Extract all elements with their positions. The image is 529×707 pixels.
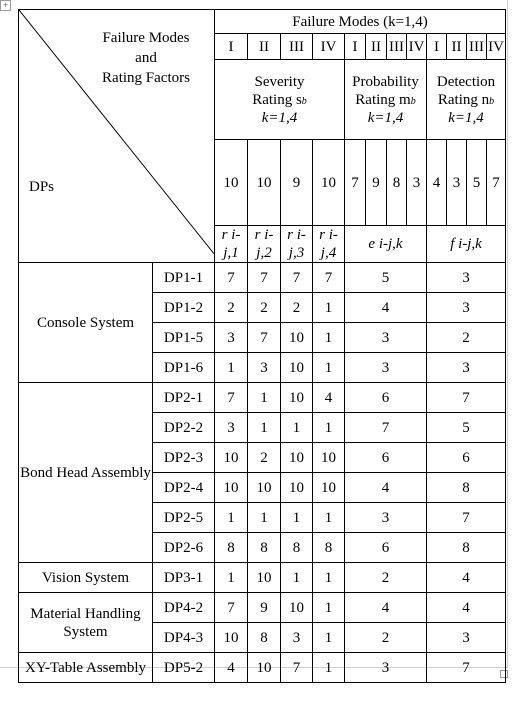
severity-mode-1-header: I (215, 34, 248, 60)
severity-value-2: 3 (248, 353, 281, 383)
severity-weight-4: 10 (313, 140, 345, 226)
probability-symbol: e i-j,k (345, 226, 427, 263)
severity-value-2: 1 (248, 383, 281, 413)
probability-mode-1-header: I (345, 34, 366, 60)
severity-value-3: 1 (281, 563, 313, 593)
severity-value-4: 8 (313, 533, 345, 563)
severity-weight-2: 10 (248, 140, 281, 226)
severity-value-2: 9 (248, 593, 281, 623)
severity-value-2: 1 (248, 503, 281, 533)
table-row (19, 563, 506, 593)
dp-id: DP2-4 (153, 473, 215, 503)
severity-value-1: 7 (215, 593, 248, 623)
detection-value: 6 (427, 443, 506, 473)
fmea-table (18, 9, 506, 683)
probability-value: 6 (345, 533, 427, 563)
severity-value-3: 10 (281, 323, 313, 353)
severity-value-4: 1 (313, 623, 345, 653)
severity-value-2: 10 (248, 653, 281, 683)
detection-value: 4 (427, 593, 506, 623)
probability-value: 2 (345, 623, 427, 653)
detection-symbol: f i-j,k (427, 226, 506, 263)
subsystem-group-name: Console System (19, 263, 153, 383)
probability-mode-3-header: III (387, 34, 407, 60)
severity-value-3: 10 (281, 443, 313, 473)
dp-id: DP1-5 (153, 323, 215, 353)
severity-value-2: 10 (248, 563, 281, 593)
probability-value: 2 (345, 563, 427, 593)
severity-value-2: 2 (248, 293, 281, 323)
dp-id: DP1-1 (153, 263, 215, 293)
severity-weight-3: 9 (281, 140, 313, 226)
severity-value-4: 1 (313, 293, 345, 323)
detection-weight-3: 5 (467, 140, 487, 226)
table-move-handle-icon[interactable]: + (0, 0, 11, 11)
corner-diagonal-header (19, 10, 215, 263)
severity-value-1: 1 (215, 353, 248, 383)
failure-modes-rating-factors-label: Failure Modes and Rating Factors (102, 30, 190, 86)
table-row (19, 593, 506, 623)
severity-value-3: 10 (281, 593, 313, 623)
probability-weight-3: 8 (387, 140, 407, 226)
dp-id: DP4-3 (153, 623, 215, 653)
detection-weight-4: 7 (487, 140, 506, 226)
detection-value: 8 (427, 533, 506, 563)
severity-mode-2-header: II (248, 34, 281, 60)
probability-value: 3 (345, 353, 427, 383)
severity-value-1: 7 (215, 263, 248, 293)
severity-value-1: 10 (215, 473, 248, 503)
severity-value-3: 10 (281, 383, 313, 413)
severity-value-4: 7 (313, 263, 345, 293)
detection-value: 7 (427, 653, 506, 683)
subsystem-group-name: Material Handling System (19, 593, 153, 653)
severity-value-4: 1 (313, 413, 345, 443)
severity-value-1: 7 (215, 383, 248, 413)
severity-value-2: 7 (248, 323, 281, 353)
failure-modes-title: Failure Modes (k=1,4) (215, 10, 506, 34)
dp-id: DP2-6 (153, 533, 215, 563)
probability-value: 3 (345, 323, 427, 353)
detection-mode-2-header: II (447, 34, 467, 60)
severity-value-1: 1 (215, 563, 248, 593)
detection-value: 8 (427, 473, 506, 503)
severity-value-1: 10 (215, 443, 248, 473)
detection-value: 2 (427, 323, 506, 353)
severity-symbol-3: r i-j,3 (281, 226, 313, 263)
detection-value: 3 (427, 263, 506, 293)
probability-value: 6 (345, 383, 427, 413)
severity-value-3: 8 (281, 533, 313, 563)
probability-weight-4: 3 (407, 140, 427, 226)
dp-id: DP4-2 (153, 593, 215, 623)
probability-value: 5 (345, 263, 427, 293)
severity-rating-header: Severity Rating sb k=1,4 (215, 60, 345, 140)
detection-value: 5 (427, 413, 506, 443)
severity-value-3: 10 (281, 473, 313, 503)
severity-value-3: 2 (281, 293, 313, 323)
severity-value-4: 4 (313, 383, 345, 413)
dp-id: DP5-2 (153, 653, 215, 683)
severity-value-4: 1 (313, 653, 345, 683)
dp-id: DP2-3 (153, 443, 215, 473)
severity-value-4: 10 (313, 443, 345, 473)
table-row (19, 653, 506, 683)
probability-weight-2: 9 (366, 140, 387, 226)
subsystem-group-name: Bond Head Assembly (19, 383, 153, 563)
severity-value-3: 3 (281, 623, 313, 653)
severity-weight-1: 10 (215, 140, 248, 226)
detection-weight-1: 4 (427, 140, 447, 226)
detection-mode-4-header: IV (487, 34, 506, 60)
severity-value-4: 1 (313, 503, 345, 533)
dp-id: DP2-5 (153, 503, 215, 533)
dp-id: DP1-6 (153, 353, 215, 383)
severity-value-1: 2 (215, 293, 248, 323)
detection-value: 3 (427, 353, 506, 383)
detection-value: 7 (427, 503, 506, 533)
subsystem-group-name: XY-Table Assembly (19, 653, 153, 683)
probability-value: 3 (345, 503, 427, 533)
severity-symbol-1: r i-j,1 (215, 226, 248, 263)
detection-mode-3-header: III (467, 34, 487, 60)
severity-value-3: 1 (281, 413, 313, 443)
detection-value: 7 (427, 383, 506, 413)
severity-mode-3-header: III (281, 34, 313, 60)
probability-value: 4 (345, 593, 427, 623)
severity-value-1: 3 (215, 323, 248, 353)
severity-value-4: 1 (313, 323, 345, 353)
subsystem-group-name: Vision System (19, 563, 153, 593)
severity-symbol-4: r i-j,4 (313, 226, 345, 263)
severity-value-2: 2 (248, 443, 281, 473)
severity-value-2: 1 (248, 413, 281, 443)
severity-value-4: 1 (313, 563, 345, 593)
probability-mode-2-header: II (366, 34, 387, 60)
dps-label: DPs (29, 179, 55, 195)
probability-value: 6 (345, 443, 427, 473)
detection-value: 3 (427, 623, 506, 653)
severity-value-1: 8 (215, 533, 248, 563)
severity-value-4: 1 (313, 353, 345, 383)
severity-value-2: 8 (248, 623, 281, 653)
severity-value-2: 10 (248, 473, 281, 503)
severity-value-2: 7 (248, 263, 281, 293)
severity-value-2: 8 (248, 533, 281, 563)
detection-mode-1-header: I (427, 34, 447, 60)
probability-value: 3 (345, 653, 427, 683)
severity-mode-4-header: IV (313, 34, 345, 60)
probability-mode-4-header: IV (407, 34, 427, 60)
probability-value: 7 (345, 413, 427, 443)
dp-id: DP2-1 (153, 383, 215, 413)
severity-value-3: 7 (281, 653, 313, 683)
severity-value-3: 10 (281, 353, 313, 383)
table-row (19, 383, 506, 413)
detection-value: 3 (427, 293, 506, 323)
dp-id: DP3-1 (153, 563, 215, 593)
severity-symbol-2: r i-j,2 (248, 226, 281, 263)
dp-id: DP2-2 (153, 413, 215, 443)
probability-value: 4 (345, 293, 427, 323)
probability-value: 4 (345, 473, 427, 503)
severity-value-1: 1 (215, 503, 248, 533)
table-row (19, 263, 506, 293)
severity-value-1: 10 (215, 623, 248, 653)
severity-value-4: 1 (313, 593, 345, 623)
dp-id: DP1-2 (153, 293, 215, 323)
severity-value-3: 7 (281, 263, 313, 293)
detection-value: 4 (427, 563, 506, 593)
probability-rating-header: Probability Rating mb k=1,4 (345, 60, 427, 140)
severity-value-1: 3 (215, 413, 248, 443)
severity-value-3: 1 (281, 503, 313, 533)
severity-value-4: 10 (313, 473, 345, 503)
severity-value-1: 4 (215, 653, 248, 683)
detection-rating-header: Detection Rating nb k=1,4 (427, 60, 506, 140)
probability-weight-1: 7 (345, 140, 366, 226)
detection-weight-2: 3 (447, 140, 467, 226)
